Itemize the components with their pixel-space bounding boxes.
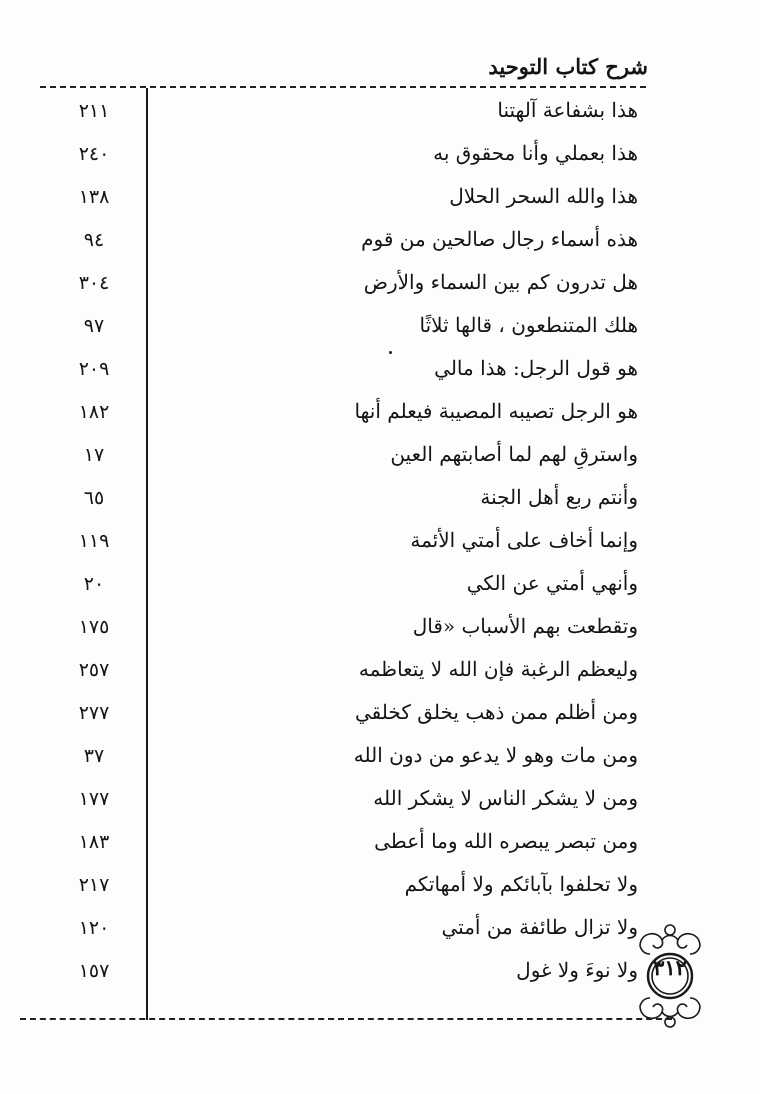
entry-page-number: ٢١٧ — [78, 874, 110, 896]
page-header-title: شرح كتاب التوحيد — [488, 54, 648, 79]
entry-text: ومن تبصر يبصره الله وما أعطى — [374, 829, 638, 853]
entry-text: هو الرجل تصيبه المصيبة فيعلم أنها — [354, 399, 638, 423]
index-entry — [0, 608, 760, 651]
entry-page-number: ١١٩ — [78, 530, 110, 552]
index-entry — [0, 393, 760, 436]
entry-text: هذا بشفاعة آلهتنا — [497, 98, 638, 122]
entry-text: هذا والله السحر الحلال — [449, 184, 638, 208]
entry-text: وأنهي أمتي عن الكي — [466, 571, 638, 595]
entry-page-number: ٢٤٠ — [78, 143, 110, 165]
index-entry — [0, 135, 760, 178]
entry-page-number: ٢٠٩ — [78, 358, 110, 380]
entry-page-number: ٦٥ — [83, 487, 105, 509]
index-entry — [0, 436, 760, 479]
entry-text: هو قول الرجل: هذا مالي — [434, 356, 638, 380]
entry-page-number: ٩٧ — [83, 315, 105, 337]
ink-dot — [389, 351, 392, 354]
entry-page-number: ١٢٠ — [78, 917, 110, 939]
entry-text: هذا بعملي وأنا محقوق به — [433, 141, 638, 165]
entry-text: ولا تحلفوا بآبائكم ولا أمهاتكم — [404, 872, 638, 896]
entry-text: وتقطعت بهم الأسباب «قال — [412, 614, 638, 638]
index-entry — [0, 178, 760, 221]
entry-text: وإنما أخاف على أمتي الأئمة — [410, 528, 638, 552]
entry-page-number: ١٨٢ — [78, 401, 110, 423]
entry-page-number: ٢٧٧ — [78, 702, 110, 724]
index-entry — [0, 694, 760, 737]
entry-page-number: ١٥٧ — [78, 960, 110, 982]
entry-text: هذه أسماء رجال صالحين من قوم — [361, 227, 638, 251]
header-divider — [40, 86, 646, 88]
index-entry — [0, 264, 760, 307]
index-entry — [0, 737, 760, 780]
entry-page-number: ٢١١ — [78, 100, 110, 122]
entry-page-number: ٩٤ — [83, 229, 105, 251]
index-entry — [0, 479, 760, 522]
footer-divider — [20, 1018, 672, 1020]
entry-page-number: ١٣٨ — [78, 186, 110, 208]
entry-page-number: ١٨٣ — [78, 831, 110, 853]
index-entry — [0, 92, 760, 135]
entry-page-number: ١٧ — [83, 444, 105, 466]
page-number: ٣١٢ — [653, 955, 687, 980]
entry-page-number: ٣٠٤ — [78, 272, 110, 294]
index-entry — [0, 651, 760, 694]
index-entry — [0, 522, 760, 565]
entry-text: ولا نوءَ ولا غول — [516, 958, 638, 982]
index-entry — [0, 307, 760, 350]
entry-page-number: ٢٥٧ — [78, 659, 110, 681]
index-list — [0, 92, 760, 995]
index-entry — [0, 221, 760, 264]
entry-page-number: ١٧٧ — [78, 788, 110, 810]
index-entry — [0, 866, 760, 909]
entry-text: هل تدرون كم بين السماء والأرض — [363, 270, 638, 294]
entry-text: ومن مات وهو لا يدعو من دون الله — [353, 743, 638, 767]
entry-text: وليعظم الرغبة فإن الله لا يتعاظمه — [358, 657, 638, 681]
index-entry — [0, 823, 760, 866]
entry-text: ولا تزال طائفة من أمتي — [441, 915, 638, 939]
entry-page-number: ٣٧ — [83, 745, 105, 767]
index-entry — [0, 350, 760, 393]
entry-page-number: ٢٠ — [83, 573, 105, 595]
entry-text: هلك المتنطعون ، قالها ثلاثًا — [419, 313, 638, 337]
index-entry — [0, 780, 760, 823]
entry-text: واسترقِ لهم لما أصابتهم العين — [390, 442, 638, 466]
index-entry — [0, 565, 760, 608]
entry-page-number: ١٧٥ — [78, 616, 110, 638]
entry-text: ومن لا يشكر الناس لا يشكر الله — [373, 786, 638, 810]
entry-text: وأنتم ربع أهل الجنة — [480, 485, 638, 509]
entry-text: ومن أظلم ممن ذهب يخلق كخلقي — [355, 700, 638, 724]
